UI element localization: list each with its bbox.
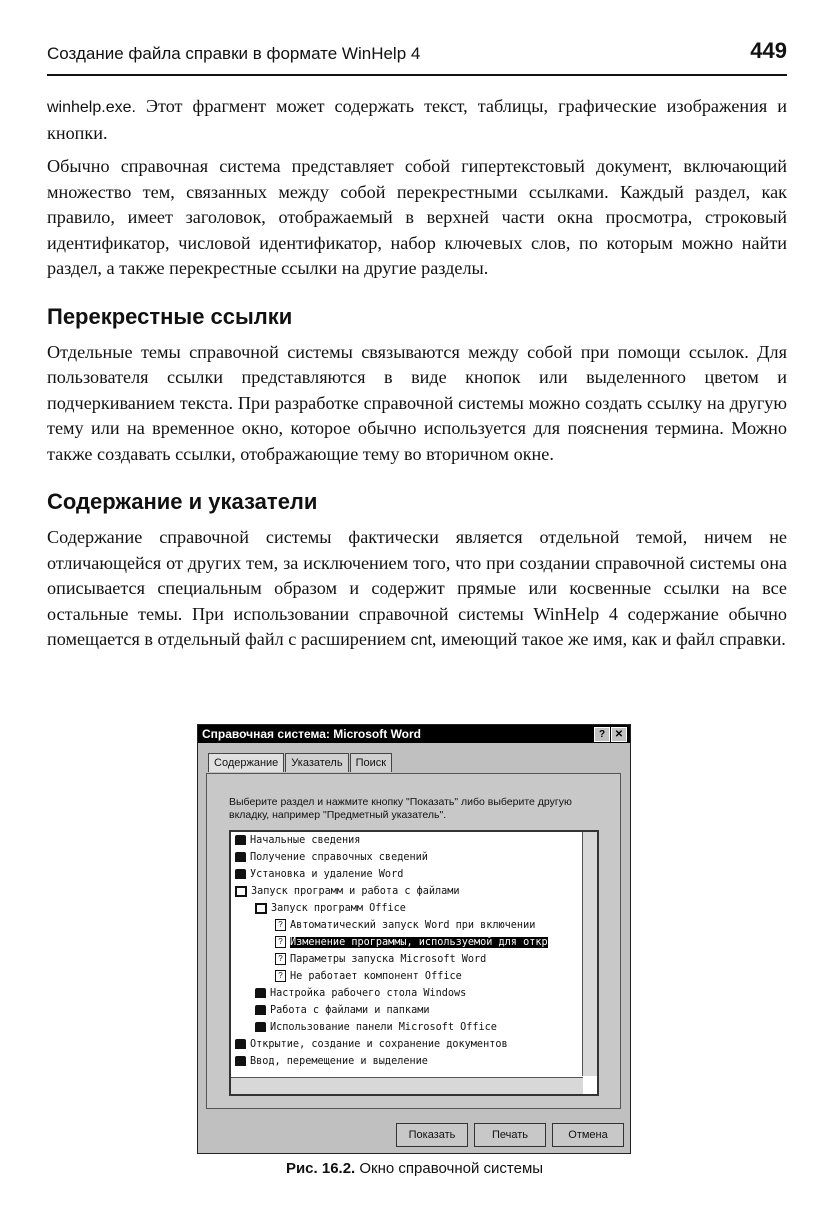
- paragraph-1-text: Этот фрагмент может содержать текст, таблицы, графические изображения и кнопки.: [47, 96, 787, 143]
- tab-index[interactable]: Указатель: [285, 753, 348, 772]
- horizontal-scrollbar[interactable]: [231, 1077, 583, 1094]
- dialog-title: Справочная система: Microsoft Word: [202, 727, 422, 741]
- book-icon: [255, 1005, 266, 1015]
- tree-item[interactable]: [231, 917, 597, 934]
- tree-item-label: Работа с файлами и папками: [270, 1005, 430, 1016]
- help-page-icon: ?: [275, 970, 286, 982]
- running-header: [47, 38, 787, 76]
- tree-item-label: Параметры запуска Microsoft Word: [290, 954, 487, 965]
- tree-item[interactable]: [231, 968, 597, 985]
- help-dialog-figure: [197, 724, 631, 1154]
- help-page-icon: ?: [275, 919, 286, 931]
- tree-item-label: Использование панели Microsoft Office: [270, 1022, 497, 1033]
- tree-item-label: Запуск программ Office: [271, 903, 406, 914]
- paragraph-1: [47, 94, 787, 146]
- tree-item[interactable]: [231, 1019, 597, 1036]
- tab-search[interactable]: Поиск: [350, 753, 392, 772]
- book-icon: [235, 1039, 246, 1049]
- book-icon: [235, 852, 246, 862]
- page-body: [47, 94, 787, 662]
- tree-item-label: Начальные сведения: [250, 835, 361, 846]
- tree-item[interactable]: [231, 985, 597, 1002]
- instruction-text: Выберите раздел и нажмите кнопку "Показать" либо выберите другую вкладку, например "Предметный указатель".: [229, 796, 572, 821]
- help-page-icon: ?: [275, 953, 286, 965]
- filename-winhelp: winhelp.exe.: [47, 99, 136, 116]
- figure-label: Рис. 16.2.: [285, 1160, 356, 1177]
- tree-item[interactable]: [231, 832, 597, 849]
- contents-tree[interactable]: [229, 830, 599, 1096]
- tree-item-label: Не работает компонент Office: [290, 971, 462, 982]
- contents-panel: [206, 773, 621, 1109]
- dialog-tabs: [208, 753, 393, 773]
- extension-cnt: cnt: [410, 632, 432, 649]
- tree-item-label: Настройка рабочего стола Windows: [270, 988, 467, 999]
- tree-item[interactable]: [231, 900, 597, 917]
- book-icon: [255, 1022, 266, 1032]
- help-page-icon: ?: [275, 936, 286, 948]
- tree-item[interactable]: [231, 849, 597, 866]
- book-icon: [235, 1056, 246, 1066]
- tree-item[interactable]: [231, 1036, 597, 1053]
- tree-item-label: Автоматический запуск Word при включении: [290, 920, 536, 931]
- book-icon: [255, 988, 266, 998]
- tree-item-label: Изменение программы, используемой для откр: [290, 937, 548, 948]
- paragraph-4-text-b: , имеющий такое же имя, как и файл справки.: [431, 629, 786, 649]
- book-icon: [235, 835, 246, 845]
- paragraph-4: [47, 525, 787, 654]
- paragraph-3: Отдельные темы справочной системы связываются между собой при помощи ссылок. Для пользователя ссылки представляются в виде кнопок или выделенного цветом и подчеркиванием текста. При разработке справочной системы можно создать ссылку на другую тему или на временное окно, которое обычно используется для пояснения термина. Можно также создавать ссылки, отображающие тему во вторичном окне.: [47, 341, 787, 464]
- tree-item[interactable]: [231, 951, 597, 968]
- tree-item-label: Получение справочных сведений: [250, 852, 428, 863]
- tree-item-label: Установка и удаление Word: [250, 869, 404, 880]
- show-button[interactable]: Показать: [396, 1123, 468, 1147]
- tree-item[interactable]: [231, 866, 597, 883]
- open-book-icon: [255, 903, 267, 914]
- book-icon: [235, 869, 246, 879]
- running-header-title: Создание файла справки в формате WinHelp 4: [47, 44, 421, 63]
- figure-caption: [0, 1160, 829, 1177]
- tree-item[interactable]: [231, 1053, 597, 1070]
- tree-item-label: Ввод, перемещение и выделение: [250, 1056, 428, 1067]
- tab-contents[interactable]: Содержание: [208, 753, 284, 772]
- tree-item-label: Открытие, создание и сохранение документов: [250, 1039, 508, 1050]
- heading-cross-references: Перекрестные ссылки: [47, 303, 293, 329]
- dialog-title-bar: [198, 725, 630, 743]
- figure-caption-text: Окно справочной системы: [355, 1160, 544, 1177]
- vertical-scrollbar[interactable]: [582, 832, 597, 1076]
- tree-item[interactable]: [231, 934, 597, 951]
- tree-item[interactable]: [231, 1002, 597, 1019]
- help-button[interactable]: ?: [594, 727, 610, 742]
- tree-item[interactable]: [231, 883, 597, 900]
- paragraph-2: Обычно справочная система представляет собой гипертекстовый документ, включающий множество тем, связанных между собой перекрестными ссылками. Каждый раздел, как правило, имеет заголовок, отображаемый в верхней части окна просмотра, строковый идентификатор, числовой идентификатор, набор ключевых слов, по которым можно найти раздел, а также перекрестные ссылки на другие разделы.: [47, 156, 787, 278]
- heading-contents-and-index: Содержание и указатели: [47, 489, 318, 514]
- print-button[interactable]: Печать: [474, 1123, 546, 1147]
- tree-rows: [231, 832, 597, 1070]
- cancel-button[interactable]: Отмена: [552, 1123, 624, 1147]
- open-book-icon: [235, 886, 247, 897]
- paragraph-4-text-a: Содержание справочной системы фактически является отдельной темой, ничем не отличающейся от других тем, за исключением того, что при создании справочной системы она описывается специальным образом и содержит прямые или косвенные ссылки на все остальные темы. При использовании справочной системы WinHelp 4 содержание обычно помещается в отдельный файл с расширением: [47, 527, 787, 649]
- tree-item-label: Запуск программ и работа с файлами: [251, 886, 460, 897]
- close-button[interactable]: ✕: [611, 727, 627, 742]
- page-number: 449: [750, 38, 787, 63]
